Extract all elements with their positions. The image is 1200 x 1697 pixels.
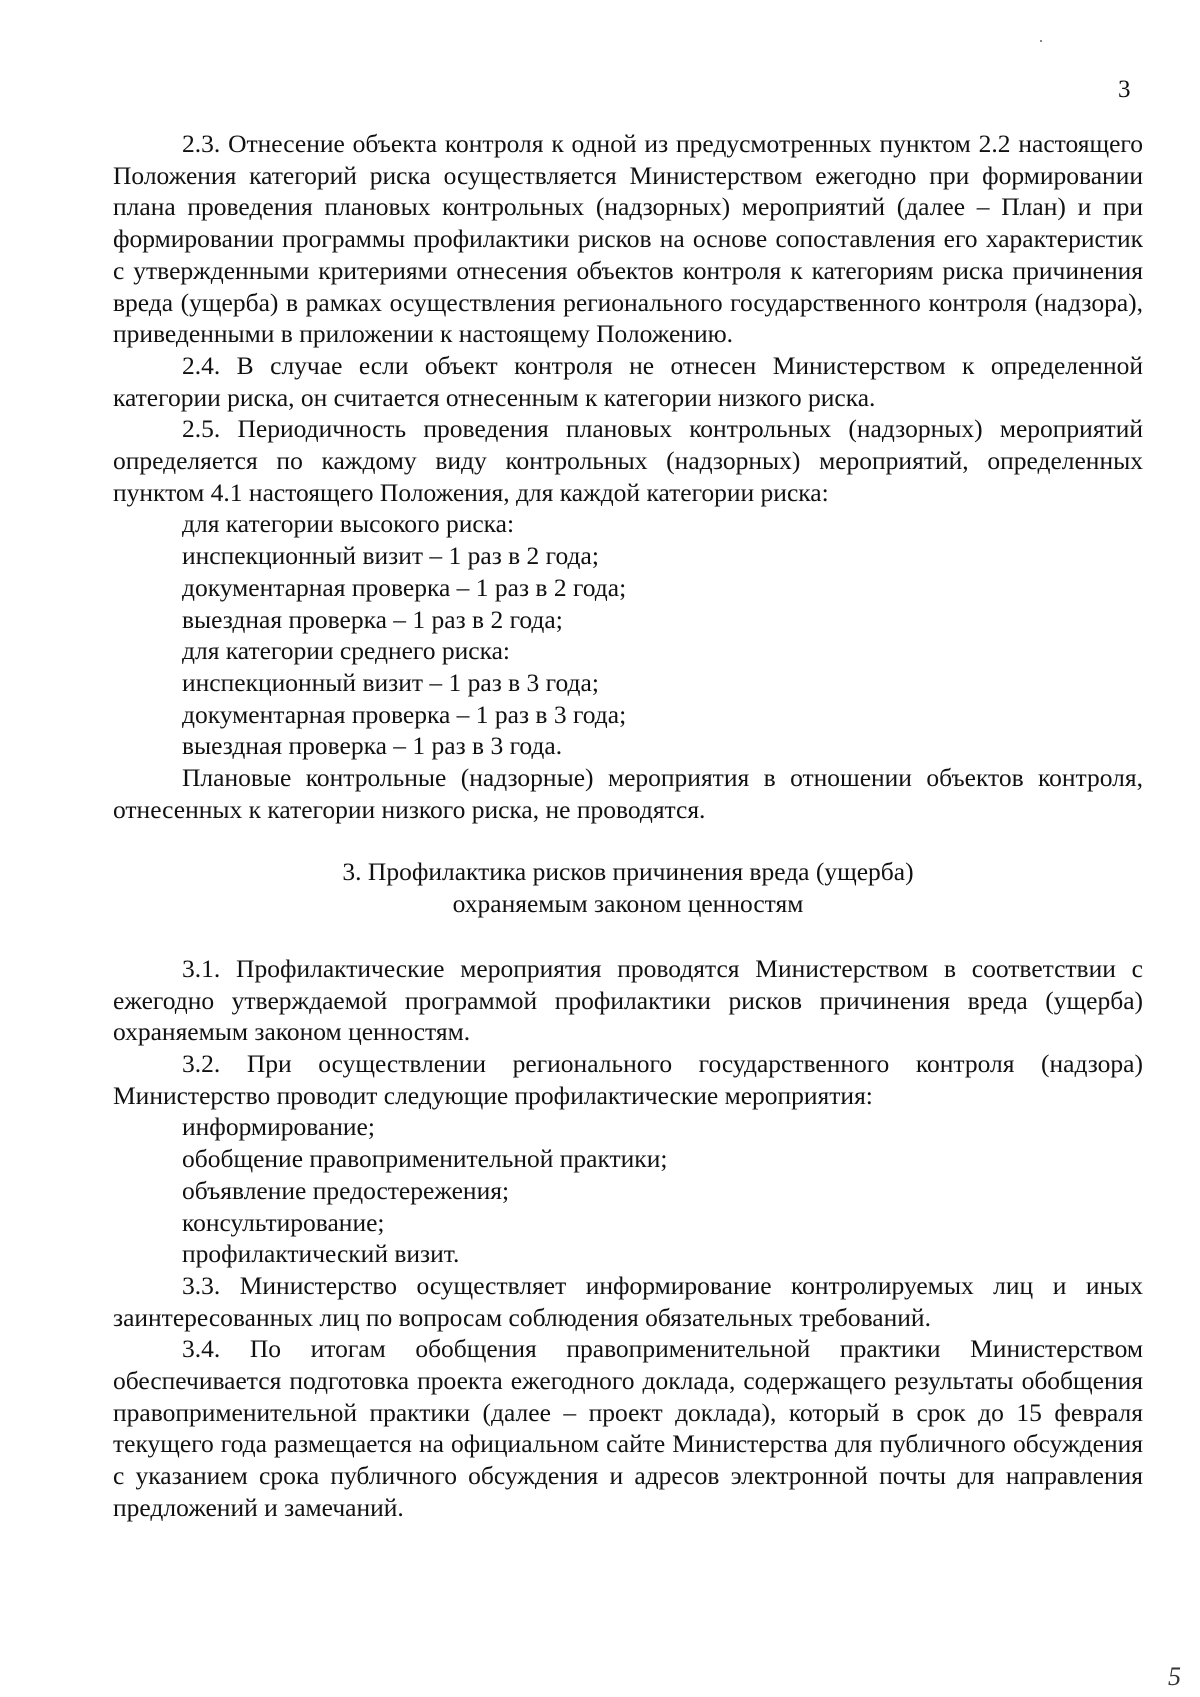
corner-handwritten-mark: 5 — [1168, 1662, 1181, 1691]
list-item: объявление предостережения; — [182, 1175, 510, 1205]
section-3-heading — [113, 856, 1143, 919]
list-item: информирование; — [182, 1112, 375, 1142]
list-item: консультирование; — [182, 1207, 385, 1237]
paragraph-2-5: 2.5. Периодичность проведения плановых контрольных (надзорных) мероприятий определяется по каждому виду контрольных (надзорных) мероприятий, определенных пунктом 4.1 настоящего Положения, для каждой категории риска: — [113, 414, 1143, 507]
page-number: 3 — [1118, 76, 1131, 103]
section-heading-line: охраняемым законом ценностям — [452, 889, 804, 919]
paragraph-3-2: 3.2. При осуществлении регионального государственного контроля (надзора) Министерство проводит следующие профилактические мероприятия: — [113, 1048, 1143, 1110]
paragraph-2-4: 2.4. В случае если объект контроля не отнесен Министерством к определенной категории риска, он считается отнесенным к категории низкого риска. — [113, 350, 1143, 412]
list-item: выездная проверка – 1 раз в 3 года. — [182, 731, 563, 761]
list-item: для категории среднего риска: — [182, 636, 510, 666]
list-item: инспекционный визит – 1 раз в 2 года; — [182, 541, 599, 571]
list-item: обобщение правоприменительной практики; — [182, 1144, 668, 1174]
section-heading-line: 3. Профилактика рисков причинения вреда (ущерба) — [342, 857, 914, 887]
paragraph-3-1: 3.1. Профилактические мероприятия проводятся Министерством в соответствии с ежегодно утверждаемой программой профилактики рисков причинения вреда (ущерба) охраняемым законом ценностям. — [113, 953, 1143, 1047]
frequency-list — [113, 508, 1143, 762]
list-item: документарная проверка – 1 раз в 2 года; — [182, 572, 627, 602]
paragraph-3-3: 3.3. Министерство осуществляет информирование контролируемых лиц и иных заинтересованных лиц по вопросам соблюдения обязательных требований. — [113, 1270, 1143, 1332]
paragraph-3-4: 3.4. По итогам обобщения правоприменительной практики Министерством обеспечивается подготовка проекта ежегодного доклада, содержащего результаты обобщения правоприменительной практики (далее – проект доклада), который в срок до 15 февраля текущего года размещается на официальном сайте Министерства для публичного обсуждения с указанием срока публичного обсуждения и адресов электронной почты для направления предложений и замечаний. — [113, 1334, 1143, 1522]
list-item: профилактический визит. — [182, 1239, 460, 1269]
document-body — [113, 128, 1143, 1524]
list-item: для категории высокого риска: — [182, 509, 515, 539]
list-item: выездная проверка – 1 раз в 2 года; — [182, 604, 563, 634]
list-item: инспекционный визит – 1 раз в 3 года; — [182, 667, 599, 697]
paragraph-2-3: 2.3. Отнесение объекта контроля к одной из предусмотренных пунктом 2.2 настоящего Положения категорий риска осуществляется Министерством ежегодно при формировании плана проведения плановых контрольных (надзорных) мероприятий (далее – План) и при формировании программы профилактики рисков на основе сопоставления его характеристик с утвержденными критериями отнесения объектов контроля к категориям риска причинения вреда (ущерба) в рамках осуществления регионального государственного контроля (надзора), приведенными в приложении к настоящему Положению. — [113, 129, 1143, 349]
list-item: документарная проверка – 1 раз в 3 года; — [182, 699, 627, 729]
scan-speck — [1040, 40, 1042, 42]
prevention-list — [113, 1111, 1143, 1270]
paragraph-low-risk: Плановые контрольные (надзорные) мероприятия в отношении объектов контроля, отнесенных к категории низкого риска, не проводятся. — [113, 763, 1143, 824]
